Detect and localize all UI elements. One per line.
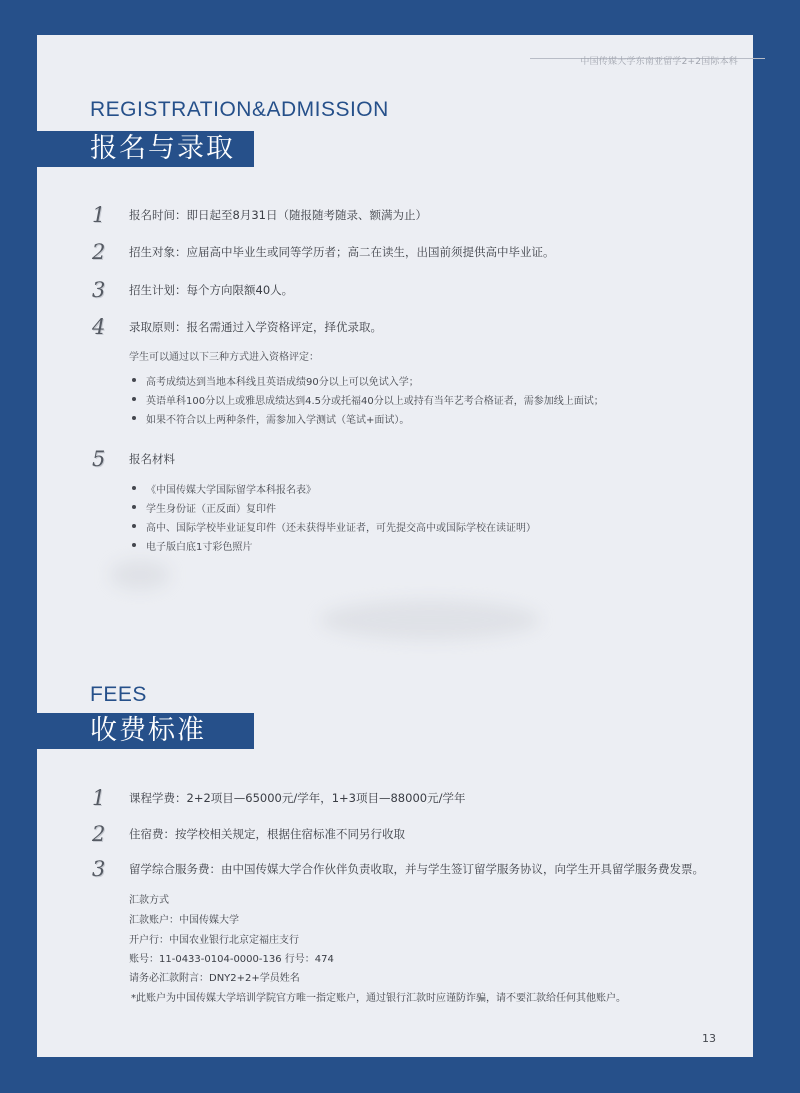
item-text: 招生计划：每个方向限额40人。 [129, 283, 294, 297]
payment-notice: *此账户为中国传媒大学培训学院官方唯一指定账户，通过银行汇款时应谨防诈骗，请不要汇款给任何其他账户。 [131, 993, 626, 1004]
payment-account: 汇款账户：中国传媒大学 [129, 915, 239, 926]
payment-account-number: 账号：11-0433-0104-0000-136 行号：474 [129, 954, 334, 965]
item-text: 报名材料 [129, 452, 175, 466]
bullet-text: 高中、国际学校毕业证复印件（还未获得毕业证者，可先提交高中或国际学校在读证明） [146, 523, 536, 534]
item-text: 报名时间：即日起至8月31日（随报随考随录、额满为止） [129, 208, 427, 222]
bullet-text: 如果不符合以上两种条件，需参加入学测试（笔试+面试）。 [146, 415, 410, 426]
item-text: 住宿费：按学校相关规定，根据住宿标准不同另行收取 [129, 827, 405, 841]
item-number: 3 [92, 857, 114, 881]
bullet-text: 《中国传媒大学国际留学本科报名表》 [146, 485, 316, 496]
item-text: 招生对象：应届高中毕业生或同等学历者；高二在读生，出国前须提供高中毕业证。 [129, 245, 555, 259]
bullet-text: 英语单科100分以上或雅思成绩达到4.5分或托福40分以上或持有当年艺考合格证者，需参加线上面试； [146, 396, 604, 407]
item-text: 录取原则：报名需通过入学资格评定，择优录取。 [129, 320, 382, 334]
bullet-text: 高考成绩达到当地本科线且英语成绩90分以上可以免试入学； [146, 377, 419, 388]
eval-intro: 学生可以通过以下三种方式进入资格评定： [129, 352, 319, 363]
payment-memo: 请务必汇款附言：DNY2+2+学员姓名 [129, 973, 300, 984]
section-cn-title-registration: 报名与录取 [90, 133, 235, 164]
section-en-title-fees: FEES [90, 683, 147, 706]
section-cn-title-fees: 收费标准 [90, 715, 206, 746]
payment-bank: 开户行：中国农业银行北京定福庄支行 [129, 935, 299, 946]
item-number: 2 [92, 822, 114, 846]
faint-smudge [110, 560, 170, 590]
header-caption: 中国传媒大学东南亚留学2+2国际本科 [580, 57, 738, 67]
item-number: 2 [92, 240, 114, 264]
item-number: 3 [92, 278, 114, 302]
item-text: 留学综合服务费：由中国传媒大学合作伙伴负责收取，并与学生签订留学服务协议，向学生开具留学服务费发票。 [129, 862, 704, 876]
bullet-text: 学生身份证（正反面）复印件 [146, 504, 276, 515]
faint-smudge [320, 600, 540, 640]
bullet-text: 电子版白底1寸彩色照片 [146, 542, 253, 553]
section-en-title-registration: REGISTRATION&ADMISSION [90, 98, 389, 121]
page-number: 13 [702, 1032, 716, 1045]
item-text: 课程学费：2+2项目—65000元/学年，1+3项目—88000元/学年 [129, 791, 466, 805]
item-number: 1 [92, 786, 114, 810]
item-number: 1 [92, 203, 114, 227]
header-rule-end [735, 58, 765, 59]
item-number: 4 [92, 315, 114, 339]
item-number: 5 [92, 447, 114, 471]
payment-heading: 汇款方式 [129, 895, 169, 906]
